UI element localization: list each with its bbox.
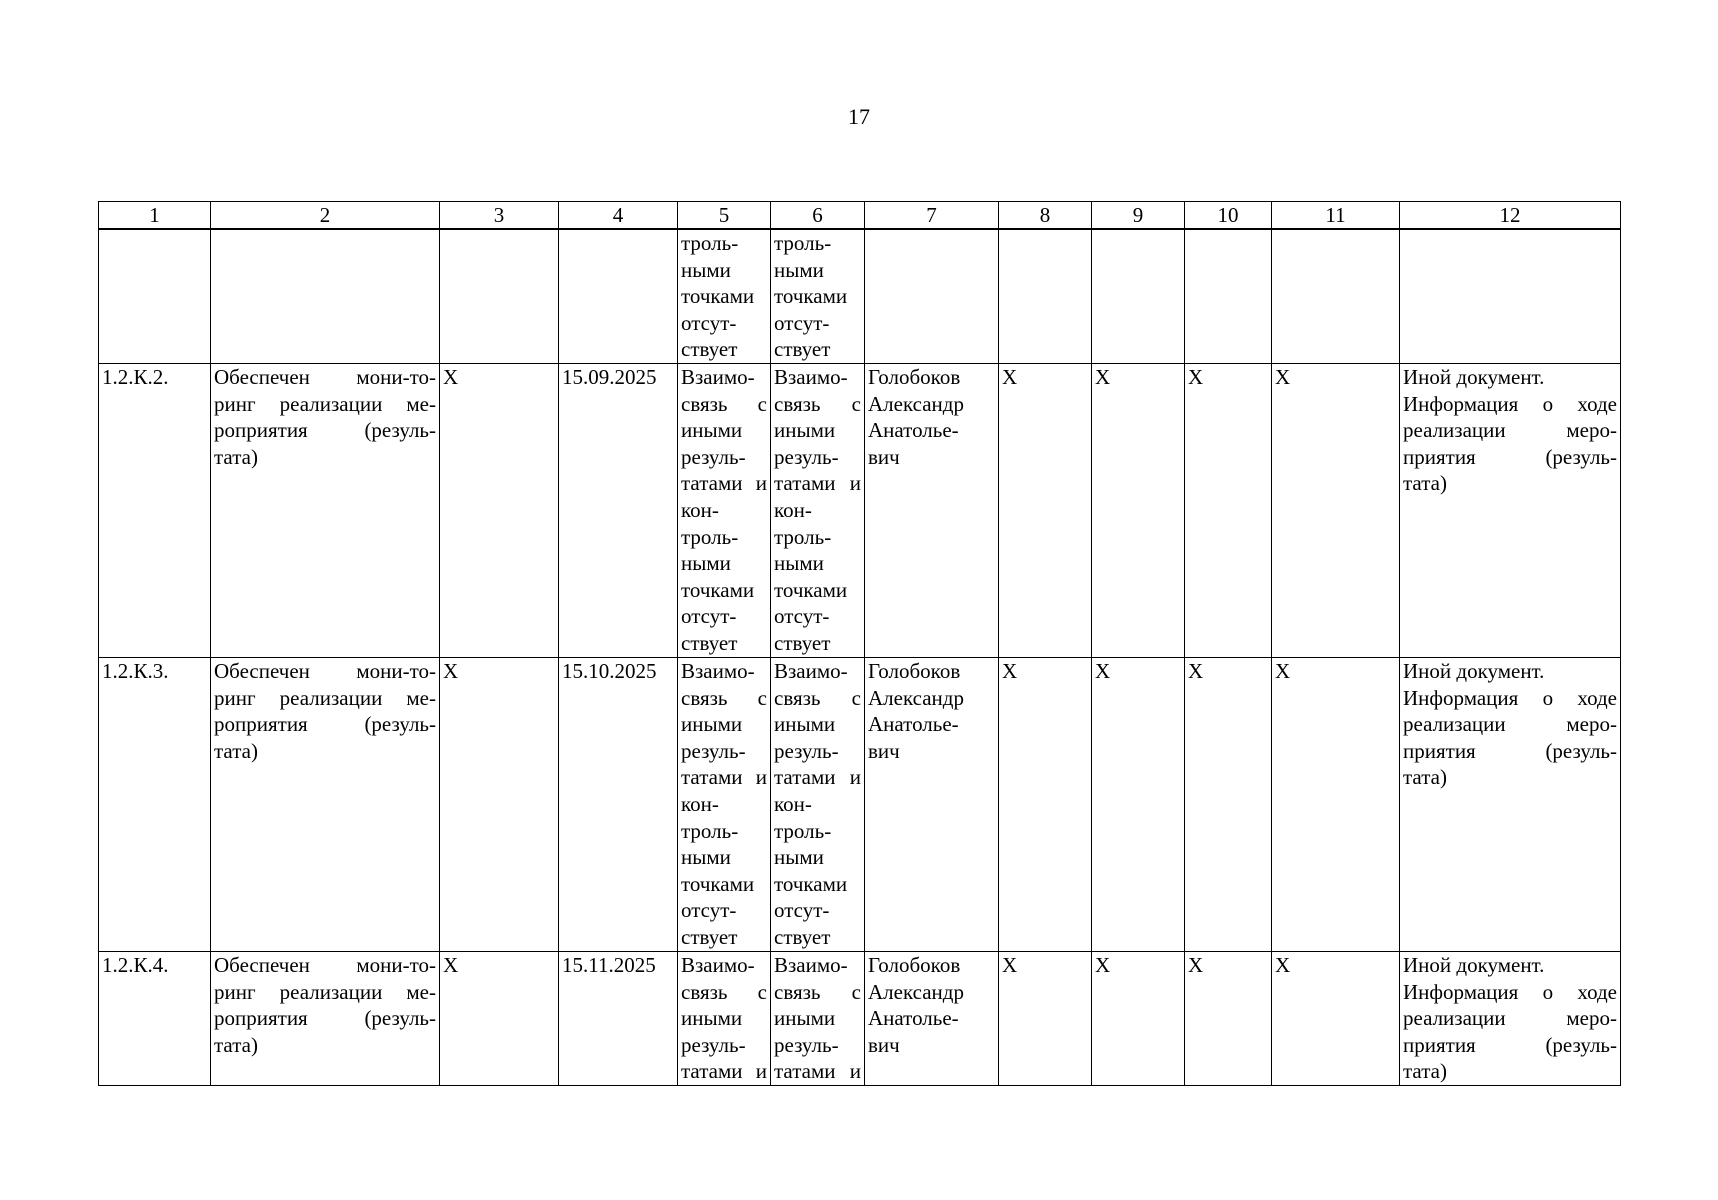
cell-line: ными [681,551,731,576]
cell-word: Обеспечен [214,953,310,977]
cell-line: тата) [214,1032,258,1057]
cell-line: троль- [774,524,832,549]
cell-word: приятия [1403,738,1476,763]
cell-word: о [1542,979,1554,1004]
cell-line: отсут- [681,898,737,923]
cell-word: ринг [214,391,256,416]
cell-word: мони-то- [356,953,436,977]
cell-word: (резуль- [1545,444,1617,469]
cell-line [214,391,436,418]
cell-id: 1.2.К.2. [99,364,211,658]
cell-line [681,764,767,791]
cell-line: иными [774,1006,836,1031]
cell-word: о [1542,391,1554,416]
cell-empty [559,229,678,364]
column-header: 5 [678,202,771,230]
cell-line: кон- [774,791,812,816]
cell-line [214,685,436,712]
cell-line: ствует [774,630,831,655]
cell-empty [865,229,999,364]
cell-relation [678,364,771,658]
cell-line: Анатолье- [868,418,959,443]
table-row [99,952,1621,1086]
cell-date: 15.10.2025 [559,658,678,952]
cell-line: вич [868,444,900,469]
cell-line: ствует [681,630,738,655]
cell-line: точками [774,284,848,309]
cell-line [681,1058,767,1085]
cell-line: Иной документ. [1403,953,1545,977]
cell-doc [1400,364,1621,658]
cell-line: Голобоков [868,365,961,389]
cell-word: ринг [214,685,256,710]
cell-col11: X [1272,658,1400,952]
cell-word: и [755,765,767,790]
column-header: 11 [1272,202,1400,230]
cell-line: иными [774,712,836,737]
cell-word: роприятия [214,712,308,737]
cell-line [214,658,436,685]
cell-word: и [755,471,767,496]
cell-line: троль- [774,818,832,843]
cell-line: кон- [681,791,719,816]
cell-empty [99,229,211,364]
cell-word: Информация [1403,685,1519,710]
cell-line: Александр [868,391,964,416]
cell-line: тата) [1403,765,1447,790]
cell-word: связь [681,979,728,1004]
cell-col11: X [1272,364,1400,658]
cell-line [681,470,767,497]
cell-word: и [849,1059,861,1084]
cell-word: связь [681,391,728,416]
cell-line [214,417,436,444]
cell-line: Взаимо- [681,953,755,977]
cell-line [1403,711,1617,738]
cell-word: (резуль- [364,1006,436,1031]
cell-line: отсут- [681,310,737,335]
cell-word: и [849,471,861,496]
cell-relation [771,364,865,658]
cell-line [214,1005,436,1032]
column-header: 6 [771,202,865,230]
cell-line [774,685,861,712]
cell-word: с [757,685,767,710]
table-row [99,658,1621,952]
cell-line: ствует [681,337,738,362]
cell-word: с [757,391,767,416]
cell-doc [1400,952,1621,1086]
column-header: 10 [1185,202,1272,230]
cell-line: Александр [868,979,964,1004]
cell-line [1403,417,1617,444]
cell-line: резуль- [774,444,839,469]
cell-word: Информация [1403,391,1519,416]
cell-word: татами [774,765,836,790]
cell-line: ными [681,257,731,282]
cell-word: ходе [1577,685,1617,710]
cell-word: реализации [279,979,383,1004]
cell-line: ствует [774,924,831,949]
cell-line [214,952,436,979]
cell-line: Взаимо- [774,365,848,389]
cell-line: Анатолье- [868,712,959,737]
cell-responsible [865,952,999,1086]
column-header: 3 [440,202,559,230]
cell-line: иными [681,1006,743,1031]
cell-col10: X [1185,364,1272,658]
cell-line: Голобоков [868,659,961,683]
cell-line: тата) [214,738,258,763]
cell-word: Обеспечен [214,659,310,683]
cell-line: вич [868,1032,900,1057]
cell-word: и [755,1059,767,1084]
cell-line [1403,1032,1617,1059]
cell-line: вич [868,738,900,763]
cell-word: (резуль- [1545,1032,1617,1057]
cell-line: тата) [1403,1059,1447,1084]
cell-line: резуль- [681,444,746,469]
cell-line [214,711,436,738]
cell-word: ме- [406,391,436,416]
cell-word: приятия [1403,444,1476,469]
cell-word: реализации [1403,1006,1506,1031]
cell-line [1403,391,1617,418]
cell-line: ствует [681,924,738,949]
cell-line: отсут- [774,604,830,629]
cell-name [211,658,440,952]
cell-line [1403,444,1617,471]
cell-word: ходе [1577,979,1617,1004]
cell-line [1403,979,1617,1006]
cell-line: точками [774,871,848,896]
cell-line: отсут- [774,310,830,335]
cell-word: (резуль- [364,712,436,737]
cell-word: роприятия [214,1006,308,1031]
cell-line: тата) [1403,471,1447,496]
cell-line: Взаимо- [774,659,848,683]
cell-col3: X [440,952,559,1086]
cell-line: Голобоков [868,953,961,977]
cell-col8: X [999,952,1092,1086]
cell-line [681,391,767,418]
cell-word: (резуль- [364,418,436,443]
cell-line: отсут- [681,604,737,629]
cell-empty [1272,229,1400,364]
cell-line: Иной документ. [1403,659,1545,683]
cell-line [1403,1005,1617,1032]
cell-line: Взаимо- [681,659,755,683]
cell-word: татами [681,765,743,790]
cell-word: Информация [1403,979,1519,1004]
cell-line: резуль- [681,1032,746,1057]
column-header: 12 [1400,202,1621,230]
cell-line [214,979,436,1006]
cell-col9: X [1092,364,1185,658]
cell-col10: X [1185,658,1272,952]
cell-doc [1400,658,1621,952]
cell-word: ме- [406,979,436,1004]
cell-line: точками [681,871,755,896]
cell-name [211,952,440,1086]
cell-word: с [851,391,861,416]
cell-empty [999,229,1092,364]
cell-word: связь [681,685,728,710]
cell-line: Анатолье- [868,1006,959,1031]
cell-col8: X [999,364,1092,658]
cell-word: меро- [1566,418,1617,443]
cell-line [1403,738,1617,765]
cell-empty [1185,229,1272,364]
cell-line [774,979,861,1006]
cell-date: 15.09.2025 [559,364,678,658]
cell-word: связь [774,685,821,710]
cell-relation [771,229,865,364]
cell-line: точками [681,577,755,602]
cell-col9: X [1092,952,1185,1086]
column-header: 7 [865,202,999,230]
cell-word: и [849,765,861,790]
cell-line [681,685,767,712]
cell-line: ными [774,845,824,870]
cell-word: татами [681,1059,743,1084]
cell-line: троль- [681,524,739,549]
page-number: 17 [848,104,870,129]
cell-relation [771,952,865,1086]
column-header: 9 [1092,202,1185,230]
cell-col11: X [1272,952,1400,1086]
cell-col8: X [999,658,1092,952]
cell-word: реализации [1403,418,1506,443]
cell-line: ными [774,257,824,282]
cell-line: иными [681,418,743,443]
cell-word: связь [774,979,821,1004]
cell-line: резуль- [681,738,746,763]
cell-line: отсут- [774,898,830,923]
cell-word: с [851,685,861,710]
cell-line: Александр [868,685,964,710]
cell-word: реализации [279,391,383,416]
cell-word: татами [774,471,836,496]
cell-word: татами [774,1059,836,1084]
cell-empty [440,229,559,364]
plan-table [98,201,1621,1086]
cell-line [681,979,767,1006]
cell-line: ными [774,551,824,576]
cell-relation [678,658,771,952]
cell-line: точками [774,577,848,602]
cell-line: тата) [214,444,258,469]
cell-line [774,391,861,418]
cell-line: точками [681,284,755,309]
cell-word: роприятия [214,418,308,443]
cell-date: 15.11.2025 [559,952,678,1086]
cell-col3: X [440,364,559,658]
cell-line: резуль- [774,738,839,763]
cell-name [211,364,440,658]
table-row-continuation [99,229,1621,364]
cell-line: кон- [774,497,812,522]
cell-word: реализации [1403,712,1506,737]
table-header-row [99,202,1621,230]
cell-line: резуль- [774,1032,839,1057]
cell-id: 1.2.К.3. [99,658,211,952]
cell-word: связь [774,391,821,416]
cell-line: троль- [681,231,739,255]
cell-line: иными [681,712,743,737]
cell-word: мони-то- [356,365,436,389]
cell-word: меро- [1566,712,1617,737]
cell-word: Обеспечен [214,365,310,389]
cell-line: Взаимо- [774,953,848,977]
cell-line: кон- [681,497,719,522]
column-header: 1 [99,202,211,230]
cell-line [774,470,861,497]
cell-word: приятия [1403,1032,1476,1057]
cell-line: ствует [774,337,831,362]
column-header: 8 [999,202,1092,230]
cell-line: ными [681,845,731,870]
cell-word: татами [681,471,743,496]
cell-col3: X [440,658,559,952]
cell-line [1403,685,1617,712]
column-header: 2 [211,202,440,230]
cell-word: мони-то- [356,659,436,683]
cell-word: меро- [1566,1006,1617,1031]
cell-word: о [1542,685,1554,710]
table-row [99,364,1621,658]
cell-word: реализации [279,685,383,710]
cell-empty [211,229,440,364]
cell-line: троль- [774,231,832,255]
cell-col10: X [1185,952,1272,1086]
cell-id: 1.2.К.4. [99,952,211,1086]
cell-empty [1400,229,1621,364]
cell-line: иными [774,418,836,443]
cell-relation [678,229,771,364]
cell-word: ме- [406,685,436,710]
cell-line [774,1058,861,1085]
cell-line [774,764,861,791]
cell-line [214,364,436,391]
cell-relation [771,658,865,952]
cell-word: ринг [214,979,256,1004]
cell-word: с [851,979,861,1004]
cell-word: (резуль- [1545,738,1617,763]
cell-col9: X [1092,658,1185,952]
column-header: 4 [559,202,678,230]
cell-responsible [865,364,999,658]
cell-line: Иной документ. [1403,365,1545,389]
cell-word: ходе [1577,391,1617,416]
cell-line: троль- [681,818,739,843]
cell-empty [1092,229,1185,364]
cell-word: с [757,979,767,1004]
cell-line: Взаимо- [681,365,755,389]
cell-relation [678,952,771,1086]
cell-responsible [865,658,999,952]
